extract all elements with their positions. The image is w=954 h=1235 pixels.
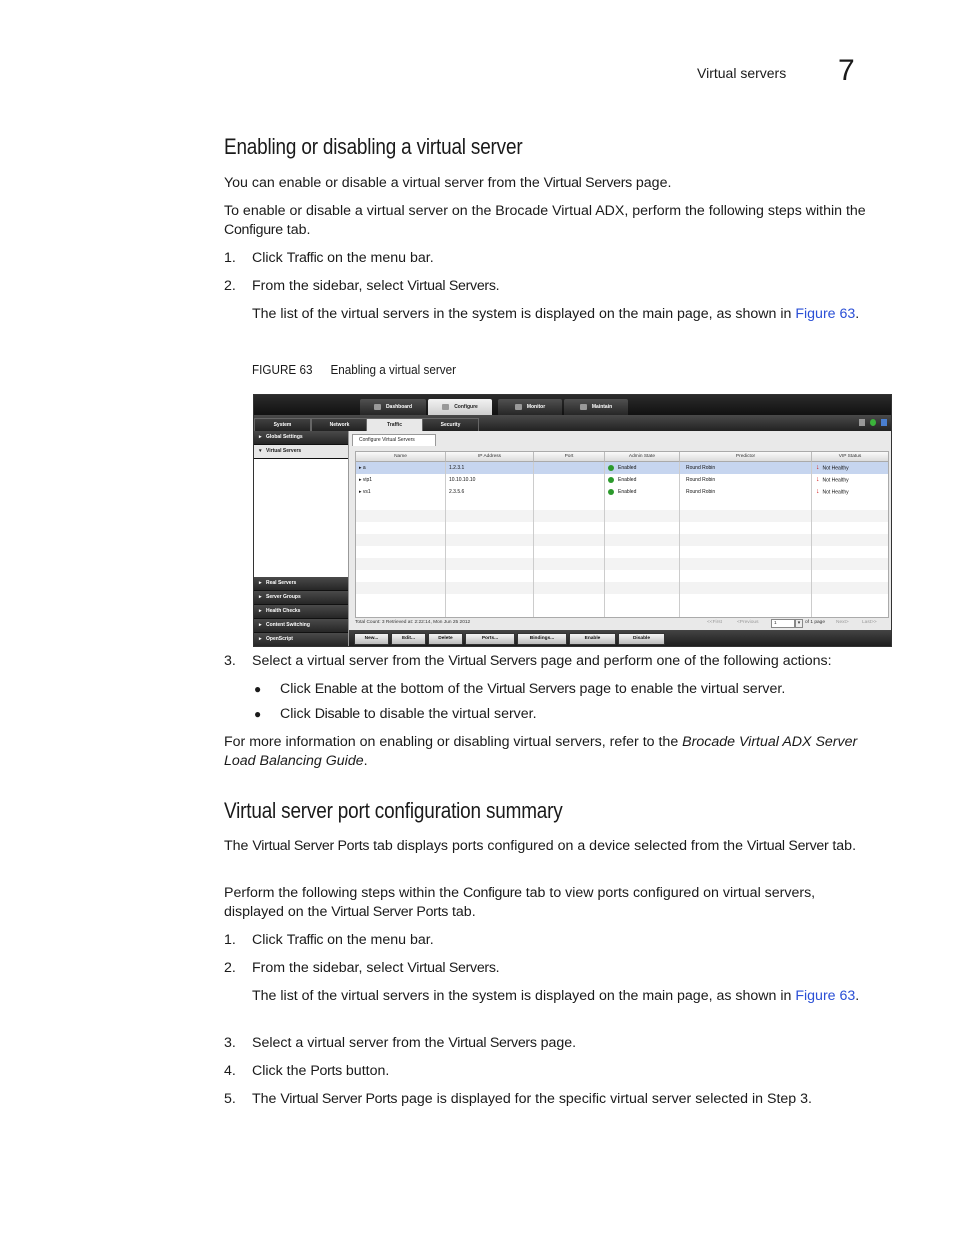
running-header: Virtual servers xyxy=(697,65,787,81)
sidebar xyxy=(254,431,349,646)
subtab-system[interactable]: System xyxy=(254,418,311,431)
disable-button[interactable]: Disable xyxy=(618,633,665,645)
column-divider xyxy=(604,462,605,617)
pager-bar xyxy=(355,618,887,628)
section-title-port-summary: Virtual server port configuration summary xyxy=(224,798,563,823)
step-select-virtual-servers: From the sidebar, select Virtual Servers. xyxy=(252,278,500,294)
empty-row xyxy=(356,510,888,522)
dashboard-icon xyxy=(374,404,381,410)
tab-configure-virtual-servers[interactable]: Configure Virtual Servers xyxy=(352,434,436,446)
column-divider xyxy=(533,462,534,617)
paragraph-more-info: For more information on enabling or disabling virtual servers, refer to the Brocade Virtual ADX Server Load Balancing Guide. xyxy=(224,734,858,769)
sidebar-item-server-groups[interactable]: ▸ Server Groups xyxy=(254,591,348,605)
table-row[interactable]: ▸ vip1 10.10.10.10 Enabled Round Robin ↓ Not Healthy xyxy=(356,474,888,486)
step-number: 1. xyxy=(224,250,236,266)
sidebar-item-global-settings[interactable]: ▸ Global Settings xyxy=(254,431,348,445)
step-ports-page-displayed: The Virtual Server Ports page is displayed for the specific virtual server selected in Step 3. xyxy=(252,1091,812,1107)
step-select-server: Select a virtual server from the Virtual Servers page. xyxy=(252,1035,577,1051)
column-header[interactable]: IP Address xyxy=(446,452,534,462)
column-divider xyxy=(445,462,446,617)
figure-link[interactable]: Figure 63 xyxy=(795,306,856,322)
chapter-number: 7 xyxy=(838,54,855,87)
subtab-traffic[interactable]: Traffic xyxy=(366,418,423,431)
column-header[interactable]: Name xyxy=(356,452,446,462)
paragraph-intro: You can enable or disable a virtual server from the Virtual Servers page. xyxy=(224,175,672,191)
toolbar-icons xyxy=(859,419,887,426)
figure-screenshot xyxy=(253,394,892,647)
bindings-button[interactable]: Bindings... xyxy=(517,633,567,645)
subtab-network[interactable]: Network xyxy=(311,418,368,431)
new-button[interactable]: New... xyxy=(354,633,389,645)
last-page-link[interactable]: Last>> xyxy=(862,620,877,625)
figure-caption: FIGURE 63 Enabling a virtual server xyxy=(252,362,456,377)
paragraph-list-displayed: The list of the virtual servers in the system is displayed on the main page, as shown in Figure 63. xyxy=(252,306,860,322)
sidebar-item-real-servers[interactable]: ▸ Real Servers xyxy=(254,577,348,591)
save-icon[interactable] xyxy=(881,419,887,426)
edit-button[interactable]: Edit... xyxy=(391,633,426,645)
ports-button[interactable]: Ports... xyxy=(465,633,515,645)
subtab-security[interactable]: Security xyxy=(422,418,479,431)
sidebar-item-health-checks[interactable]: ▸ Health Checks xyxy=(254,605,348,619)
delete-button[interactable]: Delete xyxy=(428,633,463,645)
step-number: 5. xyxy=(224,1091,236,1107)
step-number: 3. xyxy=(224,653,236,669)
empty-row xyxy=(356,534,888,546)
step-select-virtual-servers: From the sidebar, select Virtual Servers. xyxy=(252,960,500,976)
tab-monitor[interactable]: Monitor xyxy=(498,399,562,415)
sub-menu-bar xyxy=(254,415,891,431)
page-count: of 1 page xyxy=(805,620,826,625)
down-arrow-icon: ↓ xyxy=(816,476,820,483)
enable-button[interactable]: Enable xyxy=(569,633,616,645)
total-count: Total Count: 3 Retrieved at: 2:22:14, Mon Jun 25 2012 xyxy=(355,620,471,625)
step-number: 2. xyxy=(224,278,236,294)
main-panel xyxy=(349,431,891,646)
paragraph-configure-tab: To enable or disable a virtual server on the Brocade Virtual ADX, perform the following steps within the Configure tab. xyxy=(224,203,866,238)
filter-icon[interactable] xyxy=(859,419,865,426)
paragraph-ports-tab: The Virtual Server Ports tab displays ports configured on a device selected from the Virtual Server tab. xyxy=(224,838,857,854)
paragraph-list-displayed: The list of the virtual servers in the system is displayed on the main page, as shown in Figure 63. xyxy=(252,988,860,1004)
first-page-link[interactable]: <<First xyxy=(707,620,722,625)
action-button-bar xyxy=(349,630,891,646)
step-number: 4. xyxy=(224,1063,236,1079)
chevron-down-icon[interactable]: ▾ xyxy=(795,619,803,628)
down-arrow-icon: ↓ xyxy=(816,488,820,495)
bullet-disable: Click Disable to disable the virtual server. xyxy=(280,706,537,722)
next-page-link[interactable]: Next> xyxy=(836,620,849,625)
refresh-icon[interactable] xyxy=(870,419,876,426)
enabled-status-icon xyxy=(608,477,614,483)
down-arrow-icon: ↓ xyxy=(816,464,820,471)
column-divider xyxy=(679,462,680,617)
step-number: 2. xyxy=(224,960,236,976)
step-click-traffic: Click Traffic on the menu bar. xyxy=(252,250,434,266)
figure-link[interactable]: Figure 63 xyxy=(795,988,856,1004)
configure-icon xyxy=(442,404,449,410)
bullet-icon: ● xyxy=(254,682,262,696)
table-row[interactable]: ▸ a 1.2.3.1 Enabled Round Robin ↓ Not Healthy xyxy=(356,462,888,474)
paragraph-perform-steps: Perform the following steps within the Configure tab to view ports configured on virtual servers, displayed on the Virtual Server Ports tab. xyxy=(224,885,816,920)
table-row[interactable]: ▸ vs1 2.3.5.6 Enabled Round Robin ↓ Not Healthy xyxy=(356,486,888,498)
empty-row xyxy=(356,582,888,594)
column-header[interactable]: VIP Status xyxy=(812,452,888,462)
column-header[interactable]: Predictor xyxy=(680,452,812,462)
column-header[interactable]: Port xyxy=(534,452,605,462)
previous-page-link[interactable]: <Previous xyxy=(737,620,759,625)
tab-configure[interactable]: Configure xyxy=(428,399,492,415)
sidebar-item-virtual-servers[interactable]: ▾ Virtual Servers xyxy=(254,445,348,459)
column-divider xyxy=(811,462,812,617)
bullet-icon: ● xyxy=(254,707,262,721)
sidebar-item-content-switching[interactable]: ▸ Content Switching xyxy=(254,619,348,633)
column-header[interactable]: Admin State xyxy=(605,452,680,462)
enabled-status-icon xyxy=(608,465,614,471)
maintain-icon xyxy=(580,404,587,410)
sidebar-item-openscript[interactable]: ▸ OpenScript xyxy=(254,633,348,647)
step-click-ports: Click the Ports button. xyxy=(252,1063,390,1079)
enabled-status-icon xyxy=(608,489,614,495)
bullet-enable: Click Enable at the bottom of the Virtual Servers page to enable the virtual server. xyxy=(280,681,786,697)
virtual-servers-table xyxy=(355,451,889,618)
monitor-icon xyxy=(515,404,522,410)
step-select-virtual-server: Select a virtual server from the Virtual Servers page and perform one of the following actions: xyxy=(252,653,832,669)
step-number: 3. xyxy=(224,1035,236,1051)
empty-row xyxy=(356,558,888,570)
tab-dashboard[interactable]: Dashboard xyxy=(360,399,426,415)
tab-maintain[interactable]: Maintain xyxy=(564,399,628,415)
step-number: 1. xyxy=(224,932,236,948)
step-click-traffic: Click Traffic on the menu bar. xyxy=(252,932,434,948)
section-title-enable-disable: Enabling or disabling a virtual server xyxy=(224,134,523,159)
page-number-input[interactable]: 1 xyxy=(771,619,795,628)
top-menu-bar xyxy=(254,395,891,415)
